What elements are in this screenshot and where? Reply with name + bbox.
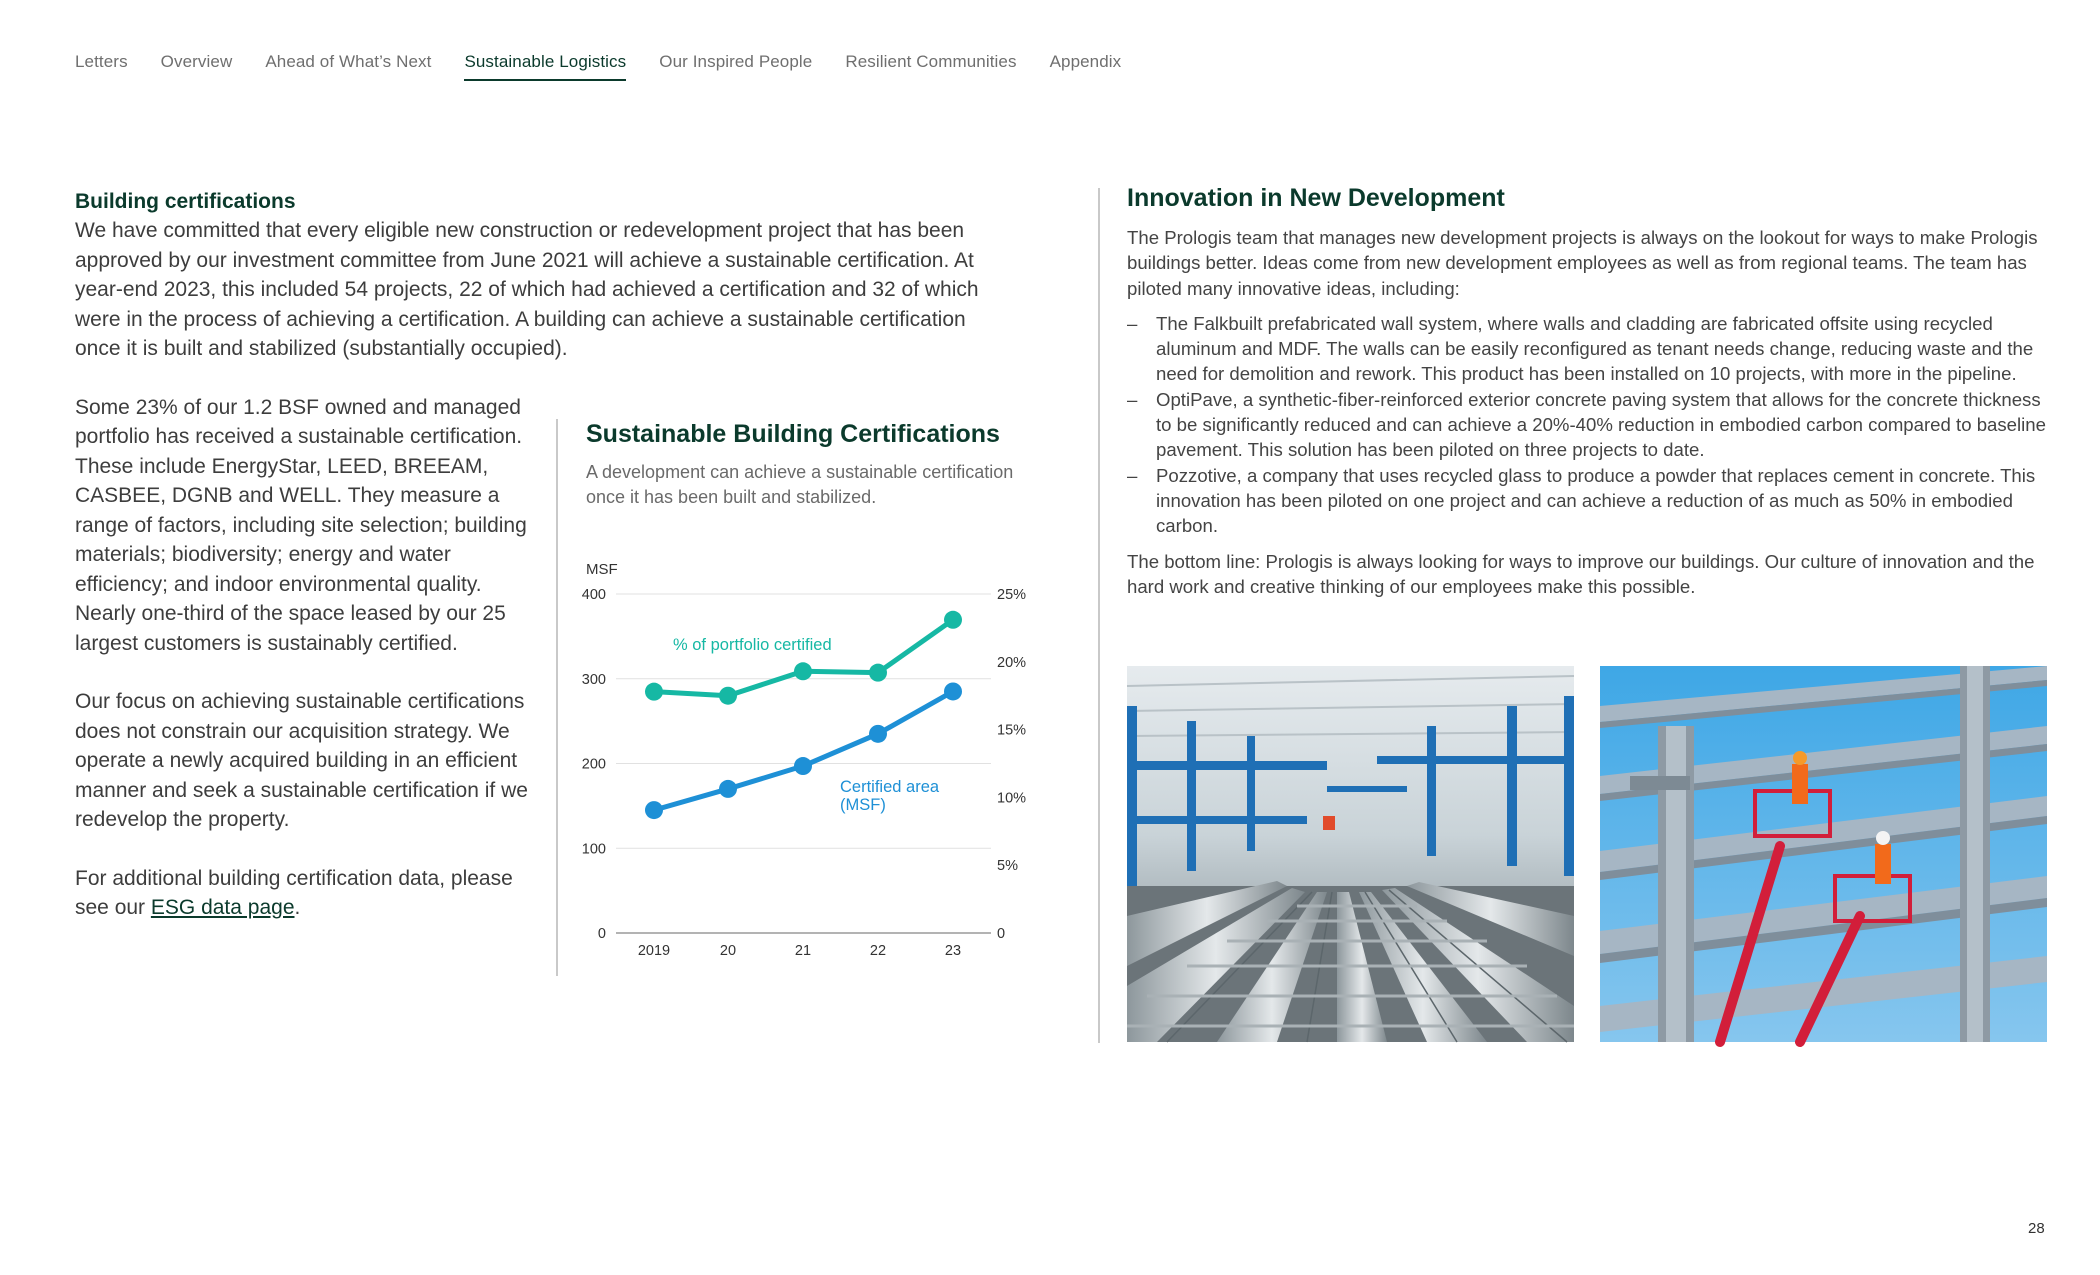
nav-resilient-communities[interactable]: Resilient Communities [845,52,1017,71]
top-nav [75,52,1121,81]
acquisition-strategy-paragraph: Our focus on achieving sustainable certifications does not constrain our acquisition strategy. We operate a newly acquired building in an efficient manner and seek a sustainable certification if we redevelop the property. [75,690,528,831]
innovation-section [1127,181,2055,599]
data-point [719,687,737,705]
page-number: 28 [2028,1220,2045,1237]
y-left-tick-label: 400 [581,587,606,603]
data-point [944,682,962,700]
chart-subtitle: A development can achieve a sustainable certification once it has been built and stabilized. [586,462,1014,507]
series-line-percent [654,620,953,696]
innovation-bottom-line: The bottom line: Prologis is always looking for ways to improve our buildings. Our culture of innovation and the hard work and creative thinking of our employees make this possible. [1127,550,2035,597]
chart-panel [586,418,1056,510]
bullet-text: OptiPave, a synthetic-fiber-reinforced exterior concrete paving system that allows for the concrete thickness to be significantly reduced and can achieve a 20%-40% reduction in embodied carbon compared to baseline pavement. This solution has been piloted on three projects to date. [1156,388,2046,461]
x-tick-label: 21 [794,943,812,959]
data-point [794,757,812,775]
y-right-tick-label: 10% [997,790,1027,807]
y-right-tick-label: 15% [997,722,1027,739]
data-point [869,664,887,682]
chart-divider [556,419,558,976]
bullet-text: Pozzotive, a company that uses recycled glass to produce a powder that replaces cement in concrete. This innovation has been piloted on one project and can achieve a reduction of as much as 50% in embodied carbon. [1156,464,2036,537]
x-tick-label: 22 [869,943,887,959]
nav-sustainable-logistics[interactable]: Sustainable Logistics [464,52,626,81]
esg-data-prefix: For additional building certification data, please see our [75,866,513,919]
bullet-falkbuilt [1127,311,2055,387]
data-point [645,683,663,701]
bullet-pozzotive [1127,463,2055,539]
bullet-marker: – [1127,464,1138,486]
y-left-tick-label: 300 [581,671,606,688]
y-left-tick-label: 0 [597,926,606,942]
y-right-tick-label: 0 [997,926,1006,942]
bullet-optipave [1127,387,2055,463]
certifications-line-chart [576,555,1027,980]
nav-ahead[interactable]: Ahead of What’s Next [265,52,432,71]
bullet-marker: – [1127,388,1138,410]
series-label-area-line2: (MSF) [840,796,886,814]
y-left-tick-label: 100 [581,841,606,858]
y-right-tick-label: 20% [997,654,1027,671]
x-tick-label: 23 [944,943,962,959]
nav-inspired-people[interactable]: Our Inspired People [659,52,813,71]
nav-appendix[interactable]: Appendix [1049,52,1122,71]
series-label-area-line1: Certified area [840,778,940,796]
prefab-framing-photo [1127,666,1574,1042]
data-point [869,725,887,743]
bullet-marker: – [1127,312,1138,334]
esg-data-paragraph [75,864,535,923]
bullet-text: The Falkbuilt prefabricated wall system, where walls and cladding are fabricated offsite using recycled aluminum and MDF. The walls can be easily reconfigured as tenant needs change, reducing waste and the need for demolition and rework. This product has been installed on 10 projects, with more in the pipeline. [1156,312,2034,385]
construction-workers-photo [1600,666,2047,1042]
building-certifications-heading: Building certifications [75,190,296,213]
certification-commitment-paragraph: We have committed that every eligible new construction or redevelopment project that has been approved by our investment committee from June 2021 will achieve a sustainable certification. At year-end 2023, this included 54 projects, 22 of which had achieved a certification and 32 of which were in the process of achieving a certification. A building can achieve a sustainable certification once it is built and stabilized (substantially occupied). [75,219,979,360]
y-right-tick-label: 25% [997,587,1027,603]
data-point [794,662,812,680]
y-left-tick-label: 200 [581,756,606,773]
y-left-axis-label: MSF [586,561,618,578]
x-tick-label: 2019 [637,943,671,959]
data-point [719,780,737,798]
data-point [944,611,962,629]
esg-data-suffix: . [294,896,301,919]
innovation-bullets [1127,311,2055,539]
x-tick-label: 20 [719,943,737,959]
nav-letters[interactable]: Letters [75,52,128,71]
esg-data-link[interactable]: ESG data page [150,896,295,919]
series-label-percent: % of portfolio certified [673,636,832,654]
data-point [645,801,663,819]
innovation-heading: Innovation in New Development [1127,184,1505,212]
column-divider [1098,188,1100,1043]
nav-overview[interactable]: Overview [160,52,233,71]
y-right-tick-label: 5% [997,858,1018,875]
chart-title: Sustainable Building Certifications [586,420,1000,448]
innovation-intro: The Prologis team that manages new development projects is always on the lookout for ways to make Prologis buildings better. Ideas come from new development employees as well as from regional teams. The team has piloted many innovative ideas, including: [1127,227,2038,299]
portfolio-certified-paragraph: Some 23% of our 1.2 BSF owned and managed portfolio has received a sustainable certification. These include EnergyStar, LEED, BREEAM, CASBEE, DGNB and WELL. They measure a range of factors, including site selection; building materials; biodiversity; energy and water efficiency; and indoor environmental quality. Nearly one-third of the space leased by our 25 largest customers is sustainably certified. [75,395,527,655]
